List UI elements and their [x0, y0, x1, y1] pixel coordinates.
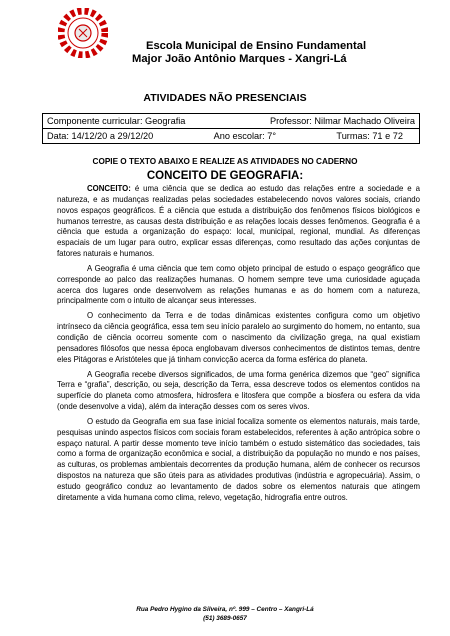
paragraph-3: O conhecimento da Terra e de todas dinâmicas existentes configura como um objetivo intrínseco da ciência geográfica, essa tem seu início paralelo ao surgimento do homem, no entanto, sua condição de ciência ocorreu somente com o nascimento da civilização grega, na qual existiam pensadores filósofos que nessa época englobavam diversos conhecimentos de distintos temas, dentre eles Pitágoras e Aristóteles que já tinham convicção acerca da forma esférica do planeta.	[57, 311, 420, 364]
teacher-text: Professor: Nilmar Machado Oliveira	[269, 116, 415, 126]
info-row-date	[43, 129, 420, 144]
paragraph-1	[57, 184, 420, 260]
component-text: Componente curricular: Geografia	[47, 116, 186, 126]
info-row-component	[43, 114, 420, 129]
footer-address: Rua Pedro Hygino da Silveira, nº. 999 – Centro – Xangri-Lá	[136, 606, 314, 613]
footer-phone: (51) 3689-0657	[203, 614, 247, 622]
footer	[0, 606, 450, 623]
school-subtitle: Major João Antônio Marques - Xangri-Lá	[132, 53, 347, 65]
classes-text: Turmas: 71 e 72	[336, 131, 403, 141]
page-title: ATIVIDADES NÃO PRESENCIAIS	[143, 92, 307, 104]
paragraph-1-text: é uma ciência que se dedica ao estudo das relações entre a sociedade e a natureza, e as mudanças realizadas pelas sociedades estabelecendo novos valores sociais, criando novos espaços geográficos. É a ciência que estuda a distribuição dos fenômenos físicos biológicos e humanos terrestre, as causas desta distribuição e as relações locais desses fenômenos. Geografia é a ciência que estuda a organização do espaço: local, municipal, regional, mundial. As diferenças espaciais de um lugar para outro, explicar essas diferenças, como resultado das ações conjuntas de fatores naturais e humanos.	[57, 184, 420, 259]
school-logo	[58, 8, 108, 58]
grade-text: Ano escolar: 7°	[213, 131, 277, 141]
paragraph-4: A Geografia recebe diversos significados, de uma forma genérica dizemos que “geo” significa Terra e “grafia”, descrição, ou seja, descrição da Terra, essa descreve todos os elementos contidos na superfície do planeta como atmosfera, hidrosfera e litosfera que compõe a biosfera ou esfera da vida (onde desenvolve a vida), além da interação desses com os seres vivos.	[57, 369, 420, 412]
paragraph-5: O estudo da Geografia em sua fase inicial focaliza somente os elementos naturais, mais tarde, pesquisas unindo aspectos físicos com sociais foram estabelecidos, referentes à ação antrópica sobre o espaço natural. A partir desse momento teve início também o estudo sistemático das sociedades, tais como a forma de organização econômica e social, a distribuição da população no mundo e nos países, as culturas, os problemas ambientais decorrentes da produção humana, além de conhecer os recursos dispostos na natureza que são úteis para as atividades produtivas (indústria e agropecuária). Assim, o estudo geográfico conduz ao levantamento de dados sobre os elementos naturais que atingem diretamente a vida humana como clima, relevo, vegetação, hidrografia entre outros.	[57, 416, 420, 502]
school-name: Escola Municipal de Ensino Fundamental	[146, 40, 367, 52]
text-body	[57, 184, 420, 504]
instruction-text: COPIE O TEXTO ABAIXO E REALIZE AS ATIVIDADES NO CADERNO	[92, 157, 358, 166]
paragraph-2: A Geografia é uma ciência que tem como objeto principal de estudo o espaço geográfico que corresponde ao palco das realizações humanas. O homem sempre teve uma curiosidade aguçada acerca dos lugares onde desenvolvem as relações humanas e as do homem com a natureza, principalmente com o intuito de alcançar seus interesses.	[57, 263, 420, 306]
concept-title: CONCEITO DE GEOGRAFIA:	[146, 170, 304, 182]
concept-label: CONCEITO:	[87, 184, 131, 193]
info-table	[42, 113, 420, 144]
date-text: Data: 14/12/20 a 29/12/20	[47, 131, 154, 141]
